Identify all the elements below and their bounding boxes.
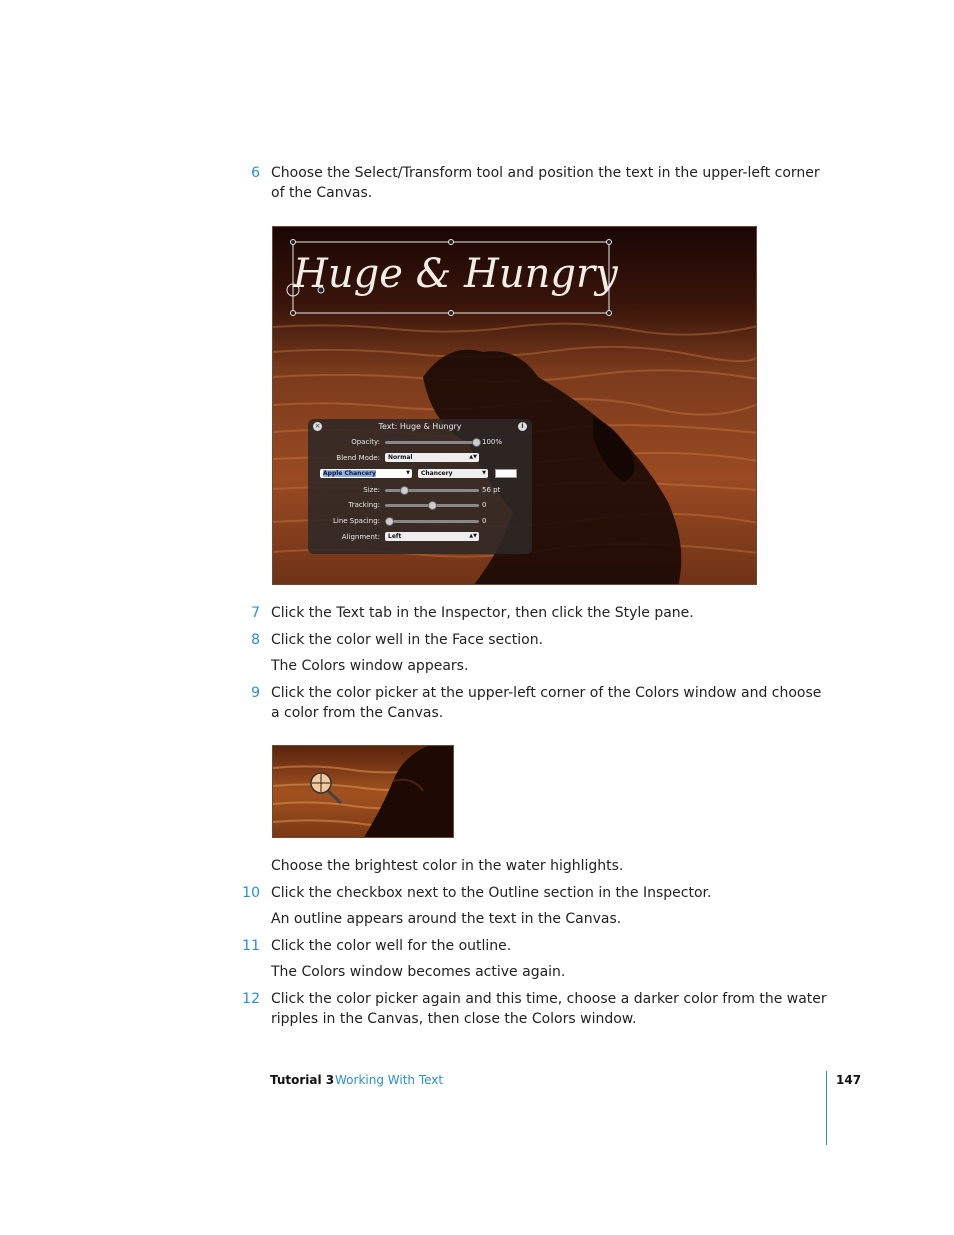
blend-mode-label: Blend Mode: (336, 454, 380, 462)
color-picker-screenshot (272, 745, 454, 838)
close-icon[interactable]: × (314, 422, 321, 430)
note-after-8: The Colors window appears. (271, 658, 469, 674)
updown-arrows-icon: ▲▼ (469, 454, 477, 460)
line-spacing-slider[interactable] (385, 520, 479, 523)
step-text: Click the color well for the outline. (271, 938, 512, 954)
font-style-value: Chancery (421, 470, 453, 477)
canvas-text[interactable]: Huge & Hungry (293, 251, 618, 297)
color-picker-image (273, 746, 454, 838)
step-number: 6 (251, 165, 260, 181)
text-inspector-hud (308, 419, 532, 554)
opacity-slider[interactable] (385, 441, 479, 444)
footer-divider (826, 1071, 827, 1145)
note-after-9: Choose the brightest color in the water highlights. (271, 858, 624, 874)
tracking-label: Tracking: (348, 501, 380, 509)
blend-mode-value: Normal (388, 454, 413, 461)
size-label: Size: (363, 486, 380, 494)
tracking-value: 0 (482, 501, 487, 509)
chevron-down-icon: ▼ (406, 470, 410, 476)
step-number: 8 (251, 632, 260, 648)
line-spacing-knob[interactable] (385, 517, 394, 526)
note-after-10: An outline appears around the text in the Canvas. (271, 911, 622, 927)
step-text: Click the checkbox next to the Outline section in the Inspector. (271, 885, 712, 901)
step-text: Click the color picker at the upper-left corner of the Colors window and choose a color from the Canvas. (271, 685, 822, 721)
tracking-slider[interactable] (385, 504, 479, 507)
blend-mode-popup[interactable] (385, 453, 479, 462)
step-text: Click the color well in the Face section. (271, 632, 544, 648)
font-style-popup[interactable] (418, 469, 488, 478)
chevron-down-icon: ▼ (482, 470, 486, 476)
page-number: 147 (836, 1073, 862, 1087)
line-spacing-label: Line Spacing: (332, 517, 380, 525)
step-text: Choose the Select/Transform tool and position the text in the upper-left corner of the Canvas. (271, 165, 820, 201)
footer-tutorial-label: Tutorial 3 (270, 1073, 335, 1087)
opacity-value: 100% (482, 438, 503, 446)
alignment-value: Left (388, 533, 402, 540)
line-spacing-value: 0 (482, 517, 487, 525)
note-after-11: The Colors window becomes active again. (271, 964, 566, 980)
step-number: 7 (251, 605, 260, 621)
step-text: Click the Text tab in the Inspector, then click the Style pane. (271, 605, 694, 621)
font-family-popup[interactable] (320, 469, 412, 478)
opacity-label: Opacity: (351, 438, 380, 446)
info-icon[interactable]: i (518, 422, 527, 431)
alignment-label: Alignment: (341, 533, 380, 541)
face-color-well[interactable] (495, 469, 517, 478)
footer-tutorial (270, 1073, 334, 1087)
font-family-value: Apple Chancery (323, 470, 376, 477)
size-slider[interactable] (385, 489, 479, 492)
hud-title: Text: Huge & Hungry (378, 422, 462, 431)
step-number: 10 (242, 885, 260, 901)
tracking-knob[interactable] (428, 501, 437, 510)
step-number: 11 (242, 938, 260, 954)
opacity-knob[interactable] (472, 438, 481, 447)
step-number: 9 (251, 685, 260, 701)
size-knob[interactable] (400, 486, 409, 495)
step-number: 12 (242, 991, 260, 1007)
step-text: Click the color picker again and this time, choose a darker color from the water ripples in the Canvas, then close the Colors window. (271, 991, 827, 1027)
updown-arrows-icon: ▲▼ (469, 533, 477, 539)
canvas-screenshot (272, 226, 757, 585)
alignment-popup[interactable] (385, 532, 479, 541)
size-value: 56 pt (482, 486, 501, 494)
footer-section: Working With Text (335, 1073, 444, 1087)
